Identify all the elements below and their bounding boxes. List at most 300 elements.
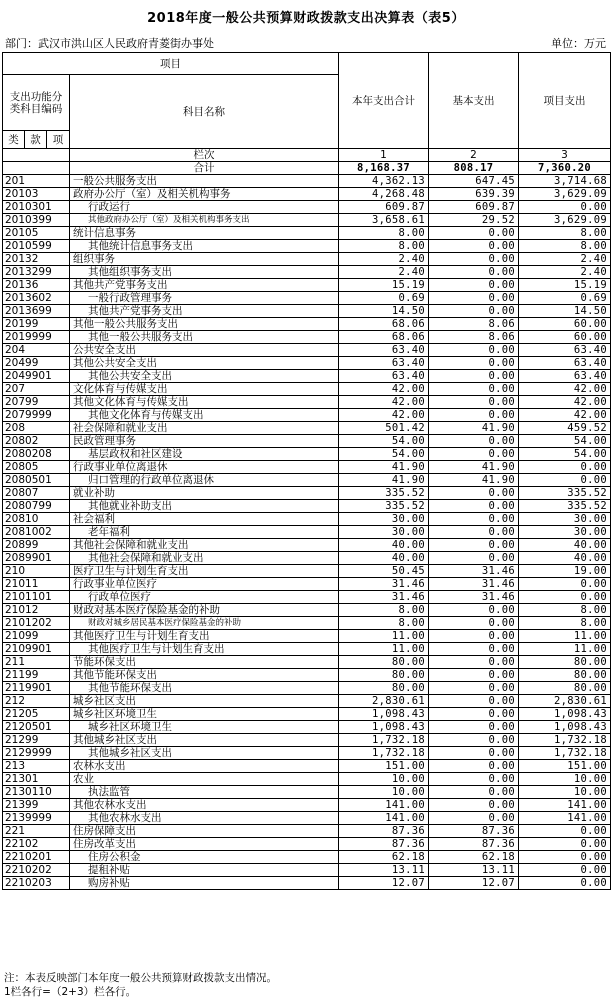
- row-total: 151.00: [339, 760, 429, 773]
- row-subject-name: 医疗卫生与计划生育支出: [70, 565, 339, 578]
- row-project: 1,732.18: [519, 747, 611, 760]
- row-total: 30.00: [339, 513, 429, 526]
- row-project: 60.00: [519, 318, 611, 331]
- row-basic: 0.00: [429, 409, 519, 422]
- row-basic: 0.00: [429, 552, 519, 565]
- row-project: 80.00: [519, 656, 611, 669]
- table-row: [3, 370, 611, 383]
- row-total: 141.00: [339, 799, 429, 812]
- row-code: 21299: [3, 734, 70, 747]
- row-basic: 0.00: [429, 435, 519, 448]
- row-total: 0.69: [339, 292, 429, 305]
- table-row: [3, 812, 611, 825]
- row-subject-name: 节能环保支出: [70, 656, 339, 669]
- table-row: [3, 422, 611, 435]
- table-row: [3, 292, 611, 305]
- table-row: [3, 682, 611, 695]
- row-total: 54.00: [339, 448, 429, 461]
- row-basic: 31.46: [429, 591, 519, 604]
- row-total: 13.11: [339, 864, 429, 877]
- row-code: 2210201: [3, 851, 70, 864]
- row-code: 208: [3, 422, 70, 435]
- table-row: [3, 487, 611, 500]
- row-basic: 8.06: [429, 331, 519, 344]
- row-basic: 0.00: [429, 760, 519, 773]
- row-total: 54.00: [339, 435, 429, 448]
- table-row: [3, 539, 611, 552]
- row-total: 14.50: [339, 305, 429, 318]
- row-basic: 0.00: [429, 357, 519, 370]
- table-row: [3, 877, 611, 890]
- row-code: 210: [3, 565, 70, 578]
- table-row: [3, 409, 611, 422]
- row-basic: 0.00: [429, 383, 519, 396]
- row-total: 4,362.13: [339, 175, 429, 188]
- row-total: 1,098.43: [339, 721, 429, 734]
- row-code: 201: [3, 175, 70, 188]
- row-project: 335.52: [519, 500, 611, 513]
- row-subject-name: 其他一般公共服务支出: [70, 318, 339, 331]
- row-total: 12.07: [339, 877, 429, 890]
- row-basic: 0.00: [429, 617, 519, 630]
- row-total: 335.52: [339, 500, 429, 513]
- table-row: [3, 656, 611, 669]
- table-row: [3, 201, 611, 214]
- table-row: [3, 695, 611, 708]
- row-code: 2101202: [3, 617, 70, 630]
- row-subject-name: 统计信息事务: [70, 227, 339, 240]
- row-project: 10.00: [519, 773, 611, 786]
- row-total: 8.00: [339, 240, 429, 253]
- table-row: [3, 630, 611, 643]
- row-basic: 0.00: [429, 292, 519, 305]
- col-project-header: 项目支出: [519, 53, 611, 149]
- row-subject-name: 其他农林水支出: [70, 799, 339, 812]
- row-code: 2210202: [3, 864, 70, 877]
- row-subject-name: 其他农林水支出: [70, 812, 339, 825]
- row-project: 19.00: [519, 565, 611, 578]
- row-project: 2.40: [519, 266, 611, 279]
- row-basic: 0.00: [429, 695, 519, 708]
- row-subject-name: 执法监管: [70, 786, 339, 799]
- row-code: 2129999: [3, 747, 70, 760]
- row-project: 8.00: [519, 604, 611, 617]
- table-row: [3, 799, 611, 812]
- row-subject-name: 其他公共安全支出: [70, 370, 339, 383]
- row-total: 80.00: [339, 682, 429, 695]
- row-code: 2089901: [3, 552, 70, 565]
- row-subject-name: 归口管理的行政单位离退休: [70, 474, 339, 487]
- row-project: 40.00: [519, 539, 611, 552]
- table-row: [3, 500, 611, 513]
- table-row: [3, 448, 611, 461]
- row-subject-name: 基层政权和社区建设: [70, 448, 339, 461]
- row-basic: 0.00: [429, 539, 519, 552]
- row-project: 8.00: [519, 227, 611, 240]
- row-subject-name: 住房保障支出: [70, 825, 339, 838]
- row-project: 1,098.43: [519, 708, 611, 721]
- row-basic: 0.00: [429, 682, 519, 695]
- row-total: 63.40: [339, 344, 429, 357]
- row-basic: 0.00: [429, 396, 519, 409]
- note-line-1: 注：本表反映部门本年度一般公共预算财政拨款支出情况。: [4, 972, 277, 984]
- row-project: 60.00: [519, 331, 611, 344]
- row-project: 0.69: [519, 292, 611, 305]
- table-row: [3, 864, 611, 877]
- row-basic: 13.11: [429, 864, 519, 877]
- row-total: 63.40: [339, 370, 429, 383]
- table-row: [3, 734, 611, 747]
- row-code: 21301: [3, 773, 70, 786]
- row-total: 87.36: [339, 825, 429, 838]
- table-row: [3, 669, 611, 682]
- row-total: 8.00: [339, 617, 429, 630]
- col-total-header: 本年支出合计: [339, 53, 429, 149]
- row-code: 20105: [3, 227, 70, 240]
- row-total: 501.42: [339, 422, 429, 435]
- kuan-header: 款: [25, 131, 47, 149]
- row-basic: 0.00: [429, 669, 519, 682]
- table-row: [3, 760, 611, 773]
- row-basic: 0.00: [429, 513, 519, 526]
- row-project: 54.00: [519, 435, 611, 448]
- department-label: 部门：武汉市洪山区人民政府青菱街办事处: [5, 37, 214, 50]
- row-basic: 647.45: [429, 175, 519, 188]
- table-row: [3, 214, 611, 227]
- row-total: 68.06: [339, 331, 429, 344]
- row-code: 2013299: [3, 266, 70, 279]
- row-basic: 41.90: [429, 461, 519, 474]
- row-subject-name: 城乡社区环境卫生: [70, 708, 339, 721]
- row-project: 8.00: [519, 617, 611, 630]
- row-basic: 0.00: [429, 812, 519, 825]
- row-code: 20799: [3, 396, 70, 409]
- row-project: 0.00: [519, 877, 611, 890]
- row-subject-name: 其他就业补助支出: [70, 500, 339, 513]
- expenditure-table: [2, 52, 611, 890]
- unit-label: 单位：万元: [551, 37, 606, 50]
- table-row: [3, 435, 611, 448]
- row-subject-name: 其他文化体育与传媒支出: [70, 409, 339, 422]
- table-row: [3, 331, 611, 344]
- lanci-1: 1: [339, 149, 429, 162]
- row-project: 14.50: [519, 305, 611, 318]
- row-basic: 41.90: [429, 422, 519, 435]
- row-basic: 0.00: [429, 799, 519, 812]
- row-subject-name: 政府办公厅（室）及相关机构事务: [70, 188, 339, 201]
- row-total: 1,098.43: [339, 708, 429, 721]
- row-code: 20899: [3, 539, 70, 552]
- row-basic: 0.00: [429, 656, 519, 669]
- row-project: 80.00: [519, 669, 611, 682]
- row-code: 20805: [3, 461, 70, 474]
- table-row: [3, 604, 611, 617]
- row-project: 15.19: [519, 279, 611, 292]
- table-row: [3, 513, 611, 526]
- row-total: 87.36: [339, 838, 429, 851]
- row-project: 0.00: [519, 461, 611, 474]
- row-project: 1,732.18: [519, 734, 611, 747]
- table-row: [3, 461, 611, 474]
- row-project: 11.00: [519, 630, 611, 643]
- row-project: 54.00: [519, 448, 611, 461]
- note-line-2: 1栏各行=（2+3）栏各行。: [4, 986, 137, 998]
- row-project: 10.00: [519, 786, 611, 799]
- row-subject-name: 城乡社区支出: [70, 695, 339, 708]
- table-row: [3, 357, 611, 370]
- row-project: 42.00: [519, 383, 611, 396]
- row-code: 211: [3, 656, 70, 669]
- row-code: 21012: [3, 604, 70, 617]
- table-row: [3, 175, 611, 188]
- row-basic: 29.52: [429, 214, 519, 227]
- row-code: 2080799: [3, 500, 70, 513]
- row-code: 21399: [3, 799, 70, 812]
- table-row: [3, 279, 611, 292]
- row-code: 2139999: [3, 812, 70, 825]
- project-header: 项目: [3, 53, 339, 75]
- row-code: 21099: [3, 630, 70, 643]
- row-basic: 0.00: [429, 604, 519, 617]
- row-subject-name: 其他医疗卫生与计划生育支出: [70, 630, 339, 643]
- table-row: [3, 227, 611, 240]
- row-project: 151.00: [519, 760, 611, 773]
- row-project: 63.40: [519, 370, 611, 383]
- totals-project: 7,360.20: [519, 162, 611, 175]
- row-basic: 0.00: [429, 747, 519, 760]
- table-row: [3, 773, 611, 786]
- row-total: 50.45: [339, 565, 429, 578]
- row-project: 0.00: [519, 201, 611, 214]
- table-row: [3, 747, 611, 760]
- row-total: 10.00: [339, 786, 429, 799]
- row-basic: 62.18: [429, 851, 519, 864]
- row-code: 2049901: [3, 370, 70, 383]
- row-code: 213: [3, 760, 70, 773]
- row-project: 63.40: [519, 357, 611, 370]
- row-code: 221: [3, 825, 70, 838]
- row-project: 3,629.09: [519, 214, 611, 227]
- row-project: 335.52: [519, 487, 611, 500]
- row-code: 21205: [3, 708, 70, 721]
- row-subject-name: 财政对基本医疗保险基金的补助: [70, 604, 339, 617]
- row-total: 42.00: [339, 383, 429, 396]
- row-total: 10.00: [339, 773, 429, 786]
- row-basic: 0.00: [429, 227, 519, 240]
- row-basic: 0.00: [429, 344, 519, 357]
- table-row: [3, 838, 611, 851]
- table-row: [3, 578, 611, 591]
- report-title: 2018年度一般公共预算财政拨款支出决算表（表5）: [147, 11, 465, 26]
- row-project: 3,714.68: [519, 175, 611, 188]
- row-code: 2081002: [3, 526, 70, 539]
- row-subject-name: 其他统计信息事务支出: [70, 240, 339, 253]
- lanci-2: 2: [429, 149, 519, 162]
- row-project: 0.00: [519, 864, 611, 877]
- table-row: [3, 565, 611, 578]
- table-row: [3, 825, 611, 838]
- row-subject-name: 其他社会保障和就业支出: [70, 539, 339, 552]
- row-total: 11.00: [339, 630, 429, 643]
- row-code: 2080208: [3, 448, 70, 461]
- table-row: [3, 721, 611, 734]
- row-subject-name: 行政运行: [70, 201, 339, 214]
- row-subject-name: 其他一般公共服务支出: [70, 331, 339, 344]
- row-subject-name: 住房改革支出: [70, 838, 339, 851]
- table-row: [3, 617, 611, 630]
- table-row: [3, 344, 611, 357]
- row-code: 22102: [3, 838, 70, 851]
- row-basic: 87.36: [429, 838, 519, 851]
- row-subject-name: 社会保障和就业支出: [70, 422, 339, 435]
- row-project: 42.00: [519, 396, 611, 409]
- row-subject-name: 农林水支出: [70, 760, 339, 773]
- row-subject-name: 其他共产党事务支出: [70, 305, 339, 318]
- table-row: [3, 383, 611, 396]
- row-basic: 609.87: [429, 201, 519, 214]
- row-code: 2210203: [3, 877, 70, 890]
- row-code: 2010599: [3, 240, 70, 253]
- row-code: 2120501: [3, 721, 70, 734]
- lanci-label: 栏次: [70, 149, 339, 162]
- row-project: 80.00: [519, 682, 611, 695]
- row-code: 204: [3, 344, 70, 357]
- row-basic: 0.00: [429, 643, 519, 656]
- row-total: 80.00: [339, 656, 429, 669]
- table-row: [3, 318, 611, 331]
- row-code: 2013699: [3, 305, 70, 318]
- row-basic: 41.90: [429, 474, 519, 487]
- table-row: [3, 786, 611, 799]
- row-code: 20810: [3, 513, 70, 526]
- row-basic: 0.00: [429, 773, 519, 786]
- row-subject-name: 就业补助: [70, 487, 339, 500]
- lei-header: 类: [3, 131, 25, 149]
- row-total: 2.40: [339, 253, 429, 266]
- table-row: [3, 396, 611, 409]
- row-subject-name: 其他城乡社区支出: [70, 734, 339, 747]
- row-basic: 0.00: [429, 734, 519, 747]
- row-total: 141.00: [339, 812, 429, 825]
- row-total: 609.87: [339, 201, 429, 214]
- row-code: 2109901: [3, 643, 70, 656]
- row-project: 30.00: [519, 526, 611, 539]
- row-code: 20802: [3, 435, 70, 448]
- row-total: 63.40: [339, 357, 429, 370]
- row-total: 41.90: [339, 461, 429, 474]
- row-subject-name: 一般行政管理事务: [70, 292, 339, 305]
- row-code: 2010399: [3, 214, 70, 227]
- row-total: 80.00: [339, 669, 429, 682]
- table-row: [3, 240, 611, 253]
- xiang-header: 项: [47, 131, 70, 149]
- row-basic: 0.00: [429, 266, 519, 279]
- table-row: [3, 474, 611, 487]
- row-code: 2079999: [3, 409, 70, 422]
- totals-total: 8,168.37: [339, 162, 429, 175]
- col-basic-header: 基本支出: [429, 53, 519, 149]
- table-row: [3, 851, 611, 864]
- row-code: 20499: [3, 357, 70, 370]
- row-basic: 0.00: [429, 240, 519, 253]
- row-total: 11.00: [339, 643, 429, 656]
- row-project: 0.00: [519, 578, 611, 591]
- row-project: 63.40: [519, 344, 611, 357]
- row-subject-name: 公共安全支出: [70, 344, 339, 357]
- totals-basic: 808.17: [429, 162, 519, 175]
- row-subject-name: 民政管理事务: [70, 435, 339, 448]
- row-total: 2,830.61: [339, 695, 429, 708]
- row-subject-name: 其他共产党事务支出: [70, 279, 339, 292]
- row-project: 0.00: [519, 838, 611, 851]
- row-subject-name: 行政单位医疗: [70, 591, 339, 604]
- row-total: 62.18: [339, 851, 429, 864]
- row-code: 2080501: [3, 474, 70, 487]
- table-row: [3, 643, 611, 656]
- row-subject-name: 其他节能环保支出: [70, 669, 339, 682]
- row-subject-name: 农业: [70, 773, 339, 786]
- row-subject-name: 社会福利: [70, 513, 339, 526]
- row-total: 31.46: [339, 578, 429, 591]
- row-total: 8.00: [339, 227, 429, 240]
- row-code: 20199: [3, 318, 70, 331]
- table-row: [3, 552, 611, 565]
- row-total: 30.00: [339, 526, 429, 539]
- table-row: [3, 591, 611, 604]
- row-total: 335.52: [339, 487, 429, 500]
- row-basic: 0.00: [429, 487, 519, 500]
- row-project: 3,629.09: [519, 188, 611, 201]
- row-basic: 0.00: [429, 253, 519, 266]
- row-subject-name: 其他文化体育与传媒支出: [70, 396, 339, 409]
- row-total: 41.90: [339, 474, 429, 487]
- row-project: 2.40: [519, 253, 611, 266]
- row-project: 0.00: [519, 591, 611, 604]
- row-code: 21011: [3, 578, 70, 591]
- row-code: 21199: [3, 669, 70, 682]
- row-basic: 12.07: [429, 877, 519, 890]
- row-subject-name: 其他组织事务支出: [70, 266, 339, 279]
- code-group-header: 支出功能分类科目编码: [3, 75, 70, 131]
- row-basic: 0.00: [429, 370, 519, 383]
- row-project: 0.00: [519, 825, 611, 838]
- row-total: 15.19: [339, 279, 429, 292]
- row-basic: 0.00: [429, 708, 519, 721]
- row-total: 2.40: [339, 266, 429, 279]
- row-total: 4,268.48: [339, 188, 429, 201]
- row-subject-name: 一般公共服务支出: [70, 175, 339, 188]
- row-subject-name: 老年福利: [70, 526, 339, 539]
- row-subject-name: 其他政府办公厅（室）及相关机构事务支出: [70, 214, 339, 227]
- row-code: 207: [3, 383, 70, 396]
- row-basic: 31.46: [429, 565, 519, 578]
- table-row: [3, 188, 611, 201]
- row-subject-name: 行政事业单位医疗: [70, 578, 339, 591]
- row-total: 42.00: [339, 409, 429, 422]
- row-subject-name: 购房补贴: [70, 877, 339, 890]
- row-subject-name: 文化体育与传媒支出: [70, 383, 339, 396]
- row-subject-name: 其他医疗卫生与计划生育支出: [70, 643, 339, 656]
- row-basic: 0.00: [429, 526, 519, 539]
- row-basic: 0.00: [429, 279, 519, 292]
- row-subject-name: 其他社会保障和就业支出: [70, 552, 339, 565]
- row-project: 11.00: [519, 643, 611, 656]
- row-project: 40.00: [519, 552, 611, 565]
- row-project: 141.00: [519, 812, 611, 825]
- row-code: 20136: [3, 279, 70, 292]
- row-code: 2010301: [3, 201, 70, 214]
- table-row: [3, 526, 611, 539]
